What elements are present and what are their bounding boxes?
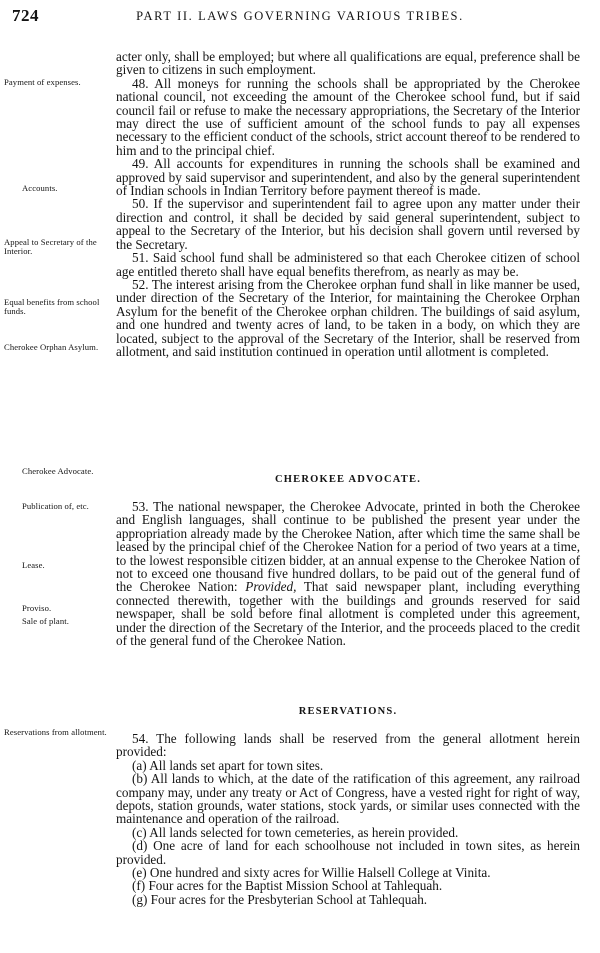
paragraph-54: 54. The following lands shall be reserved from the general allotment herein provided: — [116, 731, 580, 760]
paragraph-50: 50. If the supervisor and superintendent fail to agree upon any matter under their direction and control, it shall be decided by said general superintendent, subject to appeal to the Secretary of the Interior, but his decision shall govern until reversed by the Secretary. — [116, 196, 580, 252]
paragraph-53-proviso-text: That said newspaper plant, including everything connected therewith, together with the buildings and grounds reserved for said newspaper, shall be sold before final allotment is completed under this agreement, under the direction of the Secretary of the Interior, and the proceeds placed to the credit of the general fund of the Cherokee Nation. — [116, 579, 580, 649]
item-a: (a) All lands set apart for town sites. — [132, 757, 324, 773]
side-note-lease: Lease. — [22, 560, 45, 570]
paragraph-48: 48. All moneys for running the schools shall be appropriated by the Cherokee national council, not exceeding the amount of the Cherokee school fund, but if said council fail or refuse to make the necessary appropriations, the Secretary of the Interior may direct the use of sufficient amount of the school funds to pay all expenses necessary to the efficient conduct of the schools, strict account thereof to be rendered to him and to the principal chief. — [116, 75, 580, 158]
heading-reservations: RESERVATIONS. — [298, 706, 398, 717]
paragraph-continuation: acter only, shall be employed; but where all qualifications are equal, preference shall be given to citizens in such employment. — [116, 49, 580, 78]
side-note-reservations: Reservations from allotment. — [4, 727, 107, 737]
section-53 — [116, 500, 580, 647]
item-c: (c) All lands selected for town cemeteries, as herein provided. — [132, 824, 459, 840]
paragraph-49: 49. All accounts for expenditures in running the schools shall be examined and approved by said supervisor and superintendent, and also by the general superintendent of Indian schools in Indian Territory before payment thereof is made. — [116, 156, 580, 199]
paragraph-53-text: 53. The national newspaper, the Cherokee Advocate, printed in both the Cherokee and English languages, shall continue to be published the present year under the appropriation already made by the Cherokee Nation, after which time the same shall be leased by the principal chief of the Cherokee Nation for a period of two years at a time, to the lowest responsible citizen bidder, at an annual expense to the Cherokee Nation of not to exceed one thousand five hundred dollars, to be paid out of the general fund of the Cherokee Nation: — [116, 499, 580, 595]
item-f: (f) Four acres for the Baptist Mission School at Tahlequah. — [132, 878, 443, 894]
item-d: (d) One acre of land for each schoolhouse not included in town sites, as herein provided. — [116, 838, 580, 867]
side-note-publication: Publication of, etc. — [22, 501, 89, 511]
sections-48-52 — [116, 50, 580, 358]
paragraph-53-provided: Provided, — [245, 579, 297, 595]
side-note-payment: Payment of expenses. — [4, 77, 81, 87]
page-number: 724 — [12, 6, 39, 25]
paragraph-53 — [116, 500, 580, 647]
side-note-equal: Equal benefits from school funds. — [4, 297, 100, 317]
side-note-proviso: Proviso. — [22, 603, 52, 613]
running-title: PART II. LAWS GOVERNING VARIOUS TRIBES. — [136, 9, 464, 23]
side-note-sale: Sale of plant. — [22, 616, 69, 626]
section-54 — [116, 732, 580, 906]
side-note-asylum: Cherokee Orphan Asylum. — [4, 342, 99, 352]
running-header — [12, 4, 588, 26]
item-g: (g) Four acres for the Presbyterian School at Tahlequah. — [132, 891, 428, 907]
paragraph-52: 52. The interest arising from the Cherokee orphan fund shall in like manner be used, under direction of the Secretary of the Interior, for maintaining the Cherokee Orphan Asylum for the benefit of the Cherokee orphan children. The buildings of said asylum, and one hundred and twenty acres of land, to be taken in a body, on which they are located, subject to the approval of the Secretary of the Interior, shall be reserved from allotment, and said institution continued in operation until allotment is completed. — [116, 276, 580, 359]
side-note-advocate: Cherokee Advocate. — [22, 466, 94, 476]
paragraph-51: 51. Said school fund shall be administered so that each Cherokee citizen of school age entitled thereto shall have equal benefits therefrom, as nearly as may be. — [116, 250, 580, 279]
item-e: (e) One hundred and sixty acres for Willie Halsell College at Vinita. — [132, 865, 491, 881]
side-note-accounts: Accounts. — [22, 183, 58, 193]
side-note-appeal: Appeal to Secretary of the Interior. — [4, 237, 97, 257]
item-b: (b) All lands to which, at the date of the ratification of this agreement, any railroad company may, under any treaty or Act of Congress, have a vested right for right of way, depots, station grounds, water stations, stock yards, or similar uses connected with the maintenance and operation of the railroad. — [116, 771, 580, 827]
heading-cherokee-advocate: CHEROKEE ADVOCATE. — [274, 474, 422, 485]
